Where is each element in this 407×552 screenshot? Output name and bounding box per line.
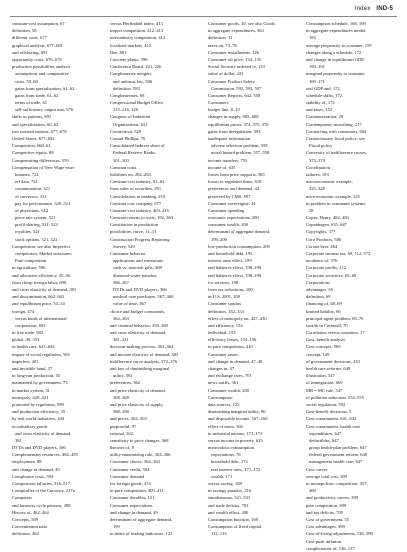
- index-entry: and cross elasticity of demand,: [110, 330, 167, 336]
- index-entry: illustration, 547: [306, 373, 335, 379]
- index-entry: in index of leading indicators, 121: [110, 531, 173, 537]
- index-entry: Construction Progress Reporting: [110, 236, 170, 242]
- index-subentry: gains from trade, 61–62: [15, 92, 59, 98]
- index-entry: social regulation, 592: [306, 401, 346, 407]
- index-entry: Cost-push inflation: [306, 538, 341, 544]
- index-subentry: 368–369: [113, 394, 129, 400]
- index-entry: production possibilities analysis: [12, 64, 71, 70]
- index-entry: and productivity curves, 399: [306, 495, 359, 501]
- index-entry: definition, 58: [12, 28, 37, 34]
- index-entry: Consolidated Indexes sheet of: [110, 143, 165, 149]
- index-entry: Competition, 660–61: [12, 143, 51, 149]
- index-entry: in pure competition, 410: [208, 344, 253, 350]
- index-subentry: 362–363: [113, 315, 129, 321]
- index-entry: Social Security indexed to, 119: [208, 64, 265, 70]
- index-entry: in market system, 31: [12, 387, 50, 393]
- index-entry: in pure competition, 409–411: [110, 488, 164, 494]
- index-entry: Consumer behavior: [110, 251, 146, 256]
- index-entry: and trade deficits, 703: [208, 502, 249, 508]
- index-entry: in monopolistic competition, 457,: [306, 481, 368, 486]
- index-subentry: adverse selection problem, 558: [211, 143, 268, 149]
- index-entry: incidence of, 576: [306, 258, 338, 264]
- index-entry: definition, 11: [208, 35, 233, 41]
- index-entry: effect of taxes, 166: [208, 423, 243, 429]
- index-entry: Comptroller of the Currency, 217n: [12, 488, 75, 494]
- index-entry: Connecticut, 529: [110, 128, 142, 134]
- index-entry: Consumer Product Safety: [208, 78, 255, 84]
- index-subentry: household debt, 172: [211, 459, 248, 465]
- index-entry: Compliance costs, 594: [12, 473, 54, 479]
- index-subentry: 381: [15, 437, 22, 443]
- index-entry: purposeful, 97: [110, 423, 137, 429]
- header-rule: [10, 16, 397, 17]
- index-entry: Compensation of New Wage-ester: [12, 164, 75, 170]
- index-subentry: moral hazard problem, 557–558: [211, 150, 270, 156]
- index-entry: income of, 635: [208, 164, 236, 170]
- index-entry: Consolidation in banking, 210: [110, 193, 166, 199]
- index-entry: versus saving, 168: [208, 481, 242, 486]
- index-entry: determinant of aggregate demand,: [208, 229, 271, 235]
- index-subentry: 199: [113, 524, 120, 530]
- index-entry: in problem in command systems,: [306, 200, 367, 206]
- index-entry: versus Herfindahl index, 413: [110, 21, 163, 26]
- index-entry: import competition, 412–413: [110, 28, 164, 34]
- index-entry: stability of, 172: [306, 100, 335, 106]
- index-subentry: group health-plan problem, 647: [309, 445, 367, 451]
- index-entry: Conglomerates, 68: [110, 92, 145, 98]
- index-columns: [12, 20, 399, 551]
- index-entry: localized markets, 412: [110, 42, 152, 48]
- index-subentry: assumptions and comparative: [15, 71, 69, 77]
- index-subentry: 199–200: [211, 236, 227, 242]
- index-entry: Competitive equity, 88: [12, 150, 54, 156]
- index-entry: Constant returns to scale, 192, 363: [110, 215, 174, 221]
- index-entry: graphical analysis, 677–681: [12, 42, 63, 48]
- index-subentry: Federal Reserve Banks,: [113, 150, 157, 156]
- index-entry: and price elasticity of demand,: [110, 387, 166, 393]
- index-subentry: Survey, 529: [113, 243, 135, 249]
- index-subentry: Commission, 592, 593, 597: [211, 85, 262, 91]
- index-subentry: of physicians, 612: [15, 207, 49, 213]
- index-entry: and change in demand, 49: [110, 509, 158, 515]
- index-subentry: 388–390: [113, 409, 129, 415]
- index-entry: Consumption function, 168: [208, 516, 258, 522]
- index-column-3: [208, 20, 301, 537]
- index-subentry: ref data, 721: [15, 179, 38, 185]
- index-entry: maintained by government, 73: [12, 380, 68, 386]
- index-entry: by real world industries, 444: [12, 416, 65, 422]
- index-entry: real GDP and, 172: [306, 85, 340, 91]
- index-entry: promoted by regulation, 599: [12, 401, 64, 407]
- index-subentry: royalties, 521: [15, 229, 40, 235]
- index-subentry: profit sharing, 521, 523: [15, 222, 58, 228]
- index-entry: preferences, 362: [110, 380, 141, 386]
- index-entry: Coordination: [306, 164, 330, 170]
- index-entry: in aggregate expenditures, 363: [208, 28, 264, 34]
- index-entry: Consumer spending: [208, 207, 245, 213]
- index-entry: Consumer oil price, 134–135: [208, 56, 262, 62]
- index-entry: Consumption of fixed capital,: [208, 524, 263, 530]
- index-subentry: expenditures, 647: [309, 430, 342, 436]
- index-entry: news tariffs, 361: [208, 380, 239, 386]
- index-entry: impact of social regulation, 594: [12, 351, 70, 357]
- index-entry: and change in equilibrium GDP,: [306, 56, 365, 62]
- index-entry: from cheap foreign labor, 690: [12, 279, 67, 285]
- index-entry: in savings paradox, 216: [208, 488, 252, 494]
- index-entry: Constitution in production: [110, 222, 158, 228]
- index-subentry: 460: [309, 488, 316, 494]
- index-entry: and household debt, 195: [208, 251, 253, 256]
- index-entry: Conglomerate mergers: [110, 71, 152, 77]
- index-entry: Consumer demand: [110, 473, 145, 479]
- index-entry: rational, 362: [110, 430, 133, 436]
- index-entry: protected by CMS, 597: [208, 193, 251, 199]
- index-entry: efficiency losses, 154–156: [208, 337, 257, 343]
- index-entry: versus income in poverty, 625: [208, 437, 263, 443]
- index-entry: constant-cost assumption, 67: [12, 21, 65, 26]
- index-entry: in agriculture, 590: [12, 265, 46, 271]
- index-entry: complications of, 136–137: [306, 545, 355, 551]
- index-column-4: [306, 20, 399, 551]
- index-entry: Corporate securities, 65–68: [306, 272, 357, 278]
- index-entry: Constant cost company, 677: [110, 200, 162, 206]
- index-entry: for services, 198: [208, 279, 239, 285]
- index-subentry: self-sufficiency output mix, 676: [15, 107, 74, 113]
- index-entry: inadequate information: [208, 136, 251, 141]
- index-entry: Congress of Industrial: [110, 114, 151, 120]
- index-subentry: 381–311: [113, 337, 129, 343]
- index-entry: and change in demand, 47–48: [208, 358, 263, 364]
- index-entry: Concepts, 509: [12, 516, 39, 522]
- index-entry: consumer wealth, 200: [208, 222, 249, 228]
- index-subentry: DVDs and DVD players, 366: [113, 286, 167, 292]
- index-entry: DVDs and DVD players, 166: [12, 445, 66, 451]
- index-entry: and offshoring, 691: [12, 49, 48, 55]
- index-column-2: [110, 20, 203, 537]
- index-entry: Copyrights, 377: [306, 229, 336, 235]
- index-entry: imperfect, 401: [12, 358, 39, 364]
- index-entry: value of dollar, 223: [208, 71, 244, 77]
- index-entry: advantages, 65: [306, 286, 334, 292]
- index-entry: Constant-cost industry, 403, 415: [110, 207, 169, 213]
- index-entry: Copenhagen, 635, 647: [306, 222, 347, 228]
- index-subentry: versus kinds of international: [15, 315, 67, 321]
- index-entry: possibilities curve, 11–13: [110, 229, 157, 235]
- index-column-1: [12, 20, 105, 537]
- index-entry: and change in demand, 49: [12, 466, 60, 472]
- index-entry: health care reforms, 648: [306, 366, 351, 371]
- index-entry: and law of diminishing marginal: [110, 366, 170, 371]
- page-number: IND-5: [376, 6, 393, 12]
- index-entry: Consumer Reports, 642, 558: [208, 92, 261, 98]
- index-entry: sensitivity to price changes, 368: [110, 437, 169, 443]
- index-subentry: of surveyors, 311: [15, 193, 47, 199]
- index-entry: indifference curve analysis, 372–376: [110, 358, 178, 364]
- index-subentry: 38: [309, 207, 314, 213]
- index-entry: Conference Board, 221, 226: [110, 64, 162, 70]
- index-entry: Compensating differences, 559: [12, 157, 69, 163]
- index-entry: failures, 183: [306, 171, 329, 177]
- index-entry: marginal propensity to consume,: [306, 71, 366, 77]
- index-entry: and discrimination, 662–663: [12, 294, 65, 300]
- index-entry: Conrad Phillips, 76: [110, 136, 146, 141]
- index-entry: History of, 462–464: [12, 509, 49, 515]
- index-entry: changes along a schedule, 172: [306, 49, 362, 55]
- index-entry: Cost-benefit decisions, 5: [306, 409, 352, 415]
- index-entry: taxes on, 73–78: [208, 42, 237, 48]
- index-subentry: 183: [309, 35, 316, 41]
- index-subentry: stock options, 521, 523: [15, 236, 58, 242]
- index-entry: in U.S. 2001, 200: [208, 294, 241, 300]
- index-subentry: 169–171: [309, 78, 325, 84]
- index-entry: for foreign goods, 474: [110, 481, 151, 486]
- index-entry: Consumer durables, 121: [110, 495, 155, 501]
- index-subentry: deductibles, 647: [309, 437, 339, 443]
- index-entry: in free trade, 682: [12, 330, 44, 336]
- index-entry: Complementary resources, 494–495: [12, 452, 78, 458]
- index-entry: Contemporary smoothing, 217: [306, 121, 362, 127]
- index-entry: Copes, Henry, 482–483: [306, 215, 349, 221]
- index-subentry: gains from specialization, 61–62: [15, 85, 75, 91]
- index-subentry: 190–191: [309, 64, 325, 70]
- index-subentry: 325–326: [309, 186, 325, 192]
- index-entry: individual, 153: [208, 330, 236, 336]
- index-subentry: piece rate system, 521: [15, 215, 56, 221]
- index-entry: changes in supply, 605–608: [208, 114, 259, 120]
- index-entry: employment, 88: [12, 459, 42, 465]
- index-entry: effect of monopoly on, 427–430: [208, 315, 267, 321]
- index-entry: equilibrium prices, 374–375, 376: [208, 121, 269, 127]
- index-entry: of pollution reduction, 554–555: [306, 394, 364, 400]
- index-entry: in aggregate expenditures model,: [306, 28, 367, 34]
- index-entry: two isolated nations, 677–678: [12, 128, 67, 134]
- index-entry: opportunity costs, 676–678: [12, 56, 62, 62]
- index-entry: Consumer installments, 126: [208, 49, 259, 55]
- index-subentry: diamond-water paradox,: [113, 272, 158, 278]
- index-entry: Cost of government, 55: [306, 516, 349, 522]
- index-subentry: and cross elasticity of demand,: [15, 430, 72, 436]
- index-entry: and criminal behavior, 359–369: [110, 322, 168, 328]
- index-entry: shifts in patterns, 691: [12, 114, 52, 120]
- index-entry: Cost curves: [306, 466, 328, 472]
- index-entry: from tax reductions, 100: [208, 286, 253, 292]
- index-entry: schedule shifts, 172: [306, 92, 342, 98]
- index-entry: Composition fallacies, 516–517: [12, 481, 70, 486]
- index-entry: wealth in Cornwall, 70: [306, 322, 348, 328]
- index-entry: of government decisions, 410: [306, 358, 360, 364]
- index-entry: income transfers, 753: [208, 157, 248, 163]
- running-header: [355, 6, 393, 12]
- index-entry: and wealth effect, 200: [208, 509, 249, 515]
- index-entry: Contracting with consumers, 602: [306, 128, 367, 134]
- index-entry: Consumer credit, 594: [110, 466, 150, 472]
- index-subentry: wealth, 171: [211, 473, 233, 479]
- index-entry: budget line, 8–10: [208, 107, 240, 113]
- index-entry: and invisible hand, 37: [12, 366, 53, 371]
- index-entry: Consumer goods, 10; see also Goods: [208, 21, 276, 26]
- index-entry: interest rates effect, 199: [208, 258, 252, 264]
- index-entry: different costs, 677: [12, 35, 47, 41]
- index-entry: Cost concepts, 569: [306, 344, 341, 350]
- index-entry: Competition; see also Imperfect: [12, 243, 71, 249]
- index-subentry: Organizations, 631: [113, 121, 148, 127]
- index-subentry: cash vs. noncash gifts, 368: [113, 265, 162, 271]
- index-entry: Cost containment, health care: [306, 423, 361, 429]
- index-entry: Cost–benefit analysis: [306, 337, 346, 343]
- index-entry: and specialization, 60–62: [12, 121, 59, 127]
- index-entry: real balances effect, 198–199: [208, 265, 262, 271]
- index-entry: Consumer choice, 362–363: [110, 459, 160, 465]
- index-entry: of immigration, 669: [306, 380, 343, 386]
- index-entry: Cost containment, 641–643: [306, 416, 357, 422]
- index-entry: diminishing marginal utility, 96: [208, 409, 266, 415]
- index-subentry: utility, 361: [113, 373, 133, 379]
- index-entry: gains from deregulation, 593: [208, 128, 261, 134]
- index-subentry: expectations, 76: [211, 452, 241, 458]
- index-entry: nonrivalous consumption: [208, 445, 255, 451]
- index-entry: definition, 69: [306, 294, 331, 300]
- index-entry: Corn Products, 586: [306, 236, 342, 242]
- index-entry: average propensity to consume, 159: [306, 42, 372, 48]
- index-subentry: 112–113: [211, 531, 227, 537]
- index-subentry: 301–303: [113, 157, 129, 163]
- index-entry: average total cost, 389: [306, 473, 347, 479]
- index-entry: in health care, 641–644: [12, 344, 55, 350]
- index-subentry: federal government reform, 648: [309, 452, 368, 458]
- index-subentry: 373–374: [309, 157, 325, 163]
- index-entry: foreign, 474: [12, 308, 35, 314]
- index-entry: Convexity of indifference curves,: [306, 150, 368, 156]
- index-entry: principal-agent problem, 69–70: [306, 315, 364, 321]
- index-subentry: terms of trade, 61: [15, 100, 48, 106]
- index-entry: determinant of aggregate demand,: [110, 516, 173, 522]
- index-entry: in subsidiary goods: [12, 423, 48, 429]
- index-entry: and income elasticity of demand, 383: [110, 351, 179, 357]
- index-entry: macroeconomic example,: [306, 179, 353, 185]
- index-entry: and production efficiency, 35: [12, 409, 66, 415]
- index-entry: and business cycle patterns, 498: [12, 502, 71, 508]
- index-entry: from sales of securities, 291: [110, 186, 162, 192]
- index-subentry: Pure competition: [15, 258, 47, 264]
- index-entry: Consumption: [208, 394, 233, 400]
- index-subentry: applications and extensions: [113, 258, 164, 264]
- index-entry: preferences and demand, 44: [208, 186, 260, 192]
- index-entry: Congressional Budget Office,: [110, 100, 165, 106]
- index-entry: Computers: [12, 495, 32, 501]
- index-entry: in industrial nations, 171–173: [208, 430, 263, 436]
- index-subentry: pay for performance, 520–521: [15, 200, 71, 206]
- index-entry: Consumer sovereignty, 34: [208, 200, 256, 206]
- index-entry: Correlation versus causation, 17: [306, 330, 365, 336]
- index-entry: Corporate income tax, 69, 112, 572: [306, 251, 371, 256]
- index-subentry: Fiscal policy: [309, 143, 333, 149]
- index-entry: Consumer expectations: [110, 502, 153, 508]
- index-subentry: costs, 59–60: [15, 78, 38, 84]
- index-subentry: contamination, 321: [15, 186, 51, 192]
- index-subentry: bonuses, 721: [15, 171, 39, 177]
- index-entry: and price elasticity of supply,: [110, 401, 164, 407]
- index-entry: pure competition, 389: [306, 502, 347, 508]
- index-entry: global, 49, 353: [12, 337, 40, 343]
- index-entry: real balances effect, 198–199: [208, 272, 262, 278]
- index-entry: and efficiency, 154: [208, 322, 243, 328]
- index-entry: Corporate profits, 112: [306, 265, 347, 271]
- index-entry: liabilities on, 262–263: [110, 171, 151, 177]
- index-entry: and taxes, 152: [306, 107, 333, 113]
- index-entry: theories of, 8: [110, 445, 134, 451]
- index-entry: MB = MC rule, 547: [306, 387, 343, 393]
- index-entry: limited liability, 66: [306, 308, 341, 314]
- index-entry: low-production consumption, 209: [208, 243, 270, 249]
- index-subentry: definition, 583: [113, 85, 140, 91]
- index-subentry: 215–216, 226: [113, 107, 139, 113]
- index-entry: Corporations: [306, 279, 330, 285]
- index-entry: changes in, 37: [208, 366, 235, 371]
- index-entry: simultaneous, 521–531: [208, 495, 251, 501]
- index-entry: microeconomic example, 325: [306, 193, 360, 199]
- index-entry: Contractionary fiscal policy; see: [306, 136, 365, 141]
- index-entry: Concrete plants, 396: [110, 56, 148, 62]
- index-entry: Cost-of-living adjustments, 136, 599: [306, 531, 373, 537]
- index-entry: interindustry competition, 412: [110, 35, 166, 41]
- index-entry: economic expectations, 200: [208, 215, 259, 221]
- index-entry: definition, 152–153: [208, 308, 244, 314]
- index-entry: losses to regulated firms, 618: [208, 179, 262, 185]
- index-entry: Containerization, 29: [306, 114, 344, 120]
- index-entry: financing of, 68–69: [306, 301, 342, 307]
- index-entry: decision-making process, 363–364: [110, 344, 174, 350]
- index-entry: Consumer wealth, 200: [208, 387, 250, 393]
- index-entry: monopoly, 420–421: [12, 394, 49, 400]
- index-entry: Consumers: [208, 100, 229, 106]
- index-subentry: cooperation, 693: [15, 322, 46, 328]
- index-entry: Consumer tastes: [208, 351, 238, 357]
- index-entry: utility-maximizing rule, 363–366: [110, 452, 171, 458]
- index-entry: Consumption schedule, 168, 169: [306, 21, 366, 26]
- index-subentry: medical care purchases, 367–368: [113, 294, 174, 300]
- index-subentry: 366–367: [113, 279, 129, 285]
- index-entry: Consumer surplus: [208, 301, 241, 307]
- index-entry: Constant-cost industry, 61–62: [110, 179, 165, 185]
- index-entry: United States, 677–682: [12, 136, 55, 141]
- index-entry: and allocative efficiency, 35–36: [12, 272, 70, 278]
- index-entry: and prices, 362–363: [110, 416, 147, 422]
- index-entry: and equilibrium price, 53–54: [12, 301, 65, 307]
- index-entry: in long-run production, 35: [12, 373, 60, 379]
- index-entry: Concentration ratio: [12, 524, 48, 530]
- header-label: Index: [354, 6, 371, 12]
- index-entry: and cross elasticity of demand, 381: [12, 286, 77, 292]
- index-entry: Dee, 601: [110, 49, 127, 55]
- index-subentry: competition; Market structures;: [15, 251, 73, 256]
- index-entry: definition, 462: [12, 531, 39, 537]
- index-subentry: and antitrust law, 586: [113, 78, 153, 84]
- index-entry: losses from price supports, 565: [208, 171, 265, 177]
- index-entry: choice and budget constraints,: [110, 308, 166, 314]
- index-subentry: real interest rates, 171–172: [211, 466, 261, 472]
- index-entry: data sources, 123: [208, 401, 240, 407]
- index-subentry: value of time, 367: [113, 301, 147, 307]
- index-entry: Cost advantages, 399: [306, 524, 345, 530]
- index-entry: Corona beer, 464: [306, 243, 338, 249]
- index-subentry: management health care, 647: [309, 459, 363, 465]
- index-entry: and exchange rates, 701: [208, 373, 252, 379]
- index-entry: and tax deficits, 709: [306, 509, 343, 515]
- index-entry: and disposable income, 167–168: [208, 416, 268, 422]
- index-entry: concept, 149: [306, 351, 330, 357]
- index-entry: Constant costs: [110, 164, 137, 170]
